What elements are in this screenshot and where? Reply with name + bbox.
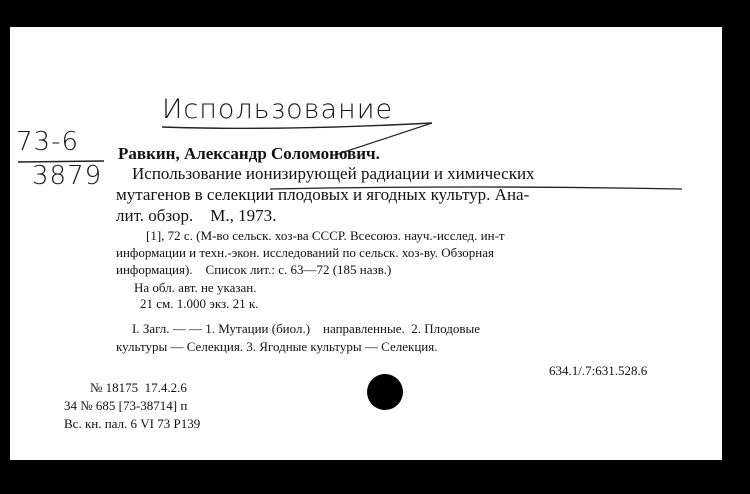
footer-line-2: 34 № 685 [73-38714] п	[64, 398, 188, 413]
description-line-3: информация). Список лит.: с. 63—72 (185 назв.)	[116, 262, 392, 277]
catalog-card	[10, 27, 722, 460]
footer-line-1: № 18175 17.4.2.6	[90, 380, 187, 395]
description-line-2: информации и техн.-экон. исследований по сельск. хоз-ву. Обзорная	[116, 245, 494, 260]
handwritten-title: Использование	[162, 94, 394, 125]
author-heading: Равкин, Александр Соломонович.	[118, 144, 380, 163]
classification-code: 634.1/.7:631.528.6	[549, 363, 648, 378]
call-number-bottom: 3879	[32, 161, 103, 191]
punch-hole	[367, 374, 403, 410]
call-number-top: 73-6	[16, 127, 80, 157]
notes-line-1: На обл. авт. не указан.	[134, 280, 257, 295]
title-line-1: Использование ионизирующей радиации и химических	[132, 164, 535, 183]
description-line-1: [1], 72 с. (М-во сельск. хоз-ва СССР. Всесоюз. науч.-исслед. ин-т	[146, 228, 505, 243]
notes-line-2: 21 см. 1.000 экз. 21 к.	[140, 296, 259, 311]
footer-line-3: Вс. кн. пал. 6 VI 73 Р139	[64, 416, 201, 431]
subjects-line-2: культуры — Селекция. 3. Ягодные культуры — Селекция.	[116, 339, 438, 354]
subjects-line-1: I. Загл. — — 1. Мутации (биол.) направленные. 2. Плодовые	[132, 321, 480, 336]
title-line-3: лит. обзор. М., 1973.	[116, 206, 277, 225]
title-line-2: мутагенов в селекции плодовых и ягодных культур. Ана-	[116, 185, 530, 204]
